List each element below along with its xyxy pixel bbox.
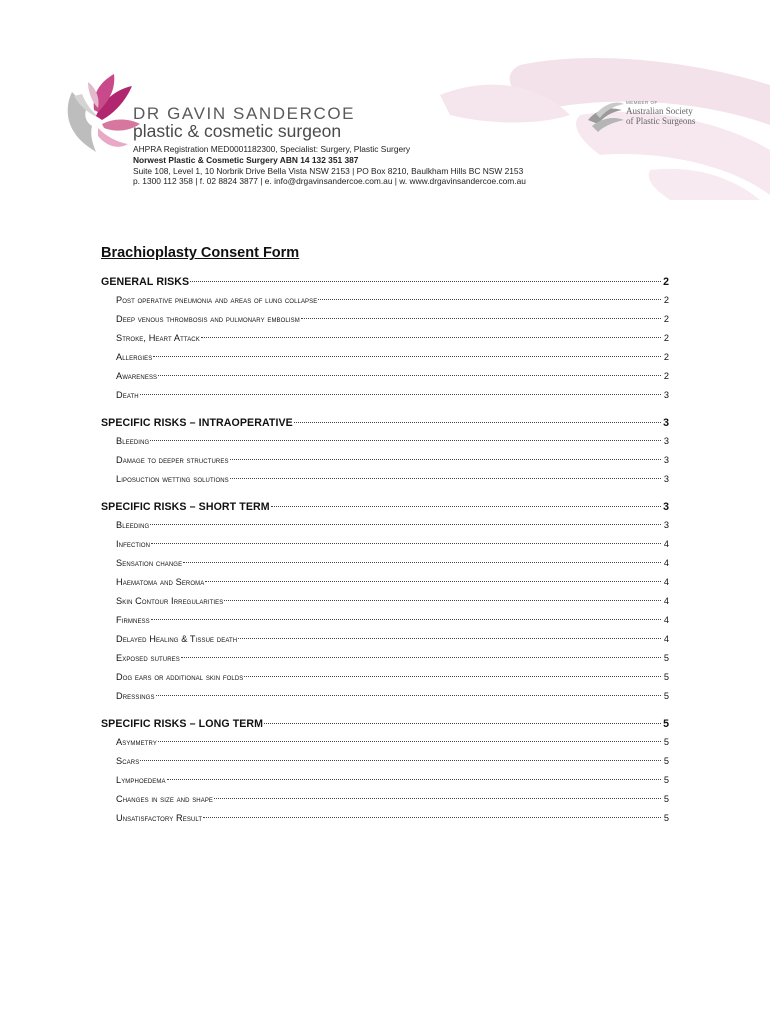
dot-leader xyxy=(301,318,661,319)
page-number: 4 xyxy=(663,596,669,606)
toc-entry[interactable] xyxy=(101,756,669,775)
dot-leader xyxy=(271,506,661,507)
dot-leader xyxy=(294,422,661,423)
dot-leader xyxy=(203,817,661,818)
page-number: 4 xyxy=(663,615,669,625)
page-number: 5 xyxy=(663,653,669,663)
document-title: Brachioplasty Consent Form xyxy=(101,245,300,261)
toc-section xyxy=(101,417,669,493)
member-prefix: MEMBER OF xyxy=(626,100,658,105)
toc-entry[interactable] xyxy=(101,634,669,653)
dot-leader xyxy=(158,375,661,376)
dot-leader xyxy=(181,657,661,658)
page-number: 5 xyxy=(663,813,669,823)
page-number: 2 xyxy=(663,276,669,288)
dot-leader xyxy=(156,695,661,696)
page-number: 3 xyxy=(663,455,669,465)
page-number: 5 xyxy=(663,691,669,701)
dot-leader xyxy=(318,299,661,300)
toc-entry[interactable] xyxy=(101,596,669,615)
toc-entry[interactable] xyxy=(101,691,669,710)
dot-leader xyxy=(151,619,661,620)
toc-section xyxy=(101,501,669,710)
dot-leader xyxy=(190,281,661,282)
dot-leader xyxy=(158,741,661,742)
member-org-line-1: Australian Society xyxy=(626,106,693,116)
page-number: 4 xyxy=(663,539,669,549)
toc-entry[interactable] xyxy=(101,520,669,539)
dot-leader xyxy=(214,798,661,799)
toc-entry[interactable] xyxy=(101,794,669,813)
dot-leader xyxy=(153,356,661,357)
toc-entry-label: Scars xyxy=(116,756,140,766)
toc-entry-label: Exposed sutures xyxy=(116,653,180,663)
toc-entry-label: Sensation change xyxy=(116,558,183,568)
toc-entry[interactable] xyxy=(101,436,669,455)
surgeon-logo-icon xyxy=(62,72,142,157)
contact-line-registration: AHPRA Registration MED0001182300, Specialist: Surgery, Plastic Surgery xyxy=(133,144,411,154)
page-number: 3 xyxy=(663,390,669,400)
page-number: 5 xyxy=(663,756,669,766)
table-of-contents xyxy=(101,276,669,832)
toc-entry-label: Delayed Healing & Tissue death xyxy=(116,634,238,644)
toc-entry-label: Unsatisfactory Result xyxy=(116,813,203,823)
toc-heading[interactable] xyxy=(101,718,669,737)
dot-leader xyxy=(167,779,661,780)
contact-line-address: Suite 108, Level 1, 10 Norbrik Drive Bella Vista NSW 2153 | PO Box 8210, Baulkham Hills BC NSW 2153 xyxy=(133,165,524,176)
toc-entry[interactable] xyxy=(101,295,669,314)
contact-line-phone-email-web: p. 1300 112 358 | f. 02 8824 3877 | e. info@drgavinsandercoe.com.au | w. www.drgavinsandercoe.com.au xyxy=(133,176,526,187)
toc-entry[interactable] xyxy=(101,615,669,634)
logo-subtitle: plastic & cosmetic surgeon xyxy=(133,121,342,141)
toc-heading[interactable] xyxy=(101,276,669,295)
dot-leader xyxy=(201,337,661,338)
page-number: 2 xyxy=(663,314,669,324)
toc-heading-label: SPECIFIC RISKS – LONG TERM xyxy=(101,718,264,730)
dot-leader xyxy=(183,562,661,563)
page-number: 5 xyxy=(663,794,669,804)
page-number: 4 xyxy=(663,634,669,644)
dot-leader xyxy=(140,394,661,395)
page-number: 2 xyxy=(663,371,669,381)
page-number: 3 xyxy=(663,436,669,446)
toc-entry[interactable] xyxy=(101,813,669,832)
toc-heading-label: GENERAL RISKS xyxy=(101,276,190,288)
toc-entry[interactable] xyxy=(101,352,669,371)
toc-entry[interactable] xyxy=(101,737,669,756)
dot-leader xyxy=(230,459,661,460)
member-organisation xyxy=(626,107,695,126)
page-number: 3 xyxy=(663,520,669,530)
toc-entry-label: Bleeding xyxy=(116,436,150,446)
dot-leader xyxy=(150,524,661,525)
toc-entry-label: Awareness xyxy=(116,371,158,381)
toc-entry-label: Dressings xyxy=(116,691,155,701)
toc-entry[interactable] xyxy=(101,672,669,691)
contact-line-practice: Norwest Plastic & Cosmetic Surgery ABN 14 132 351 387 xyxy=(133,154,359,165)
toc-heading[interactable] xyxy=(101,501,669,520)
toc-heading[interactable] xyxy=(101,417,669,436)
toc-entry-label: Firmness xyxy=(116,615,150,625)
toc-entry[interactable] xyxy=(101,333,669,352)
toc-heading-label: SPECIFIC RISKS – INTRAOPERATIVE xyxy=(101,417,293,429)
toc-entry[interactable] xyxy=(101,539,669,558)
toc-entry-label: Bleeding xyxy=(116,520,150,530)
toc-entry-label: Infection xyxy=(116,539,151,549)
toc-entry[interactable] xyxy=(101,775,669,794)
toc-entry-label: Liposuction wetting solutions xyxy=(116,474,229,484)
page-number: 2 xyxy=(663,333,669,343)
toc-entry-label: Damage to deeper structures xyxy=(116,455,229,465)
dot-leader xyxy=(238,638,661,639)
dot-leader xyxy=(264,723,661,724)
contact-details xyxy=(133,144,526,187)
member-org-line-2: of Plastic Surgeons xyxy=(626,115,696,126)
toc-entry-label: Death xyxy=(116,390,139,400)
page-number: 2 xyxy=(663,295,669,305)
page-number: 2 xyxy=(663,352,669,362)
page-number: 3 xyxy=(663,417,669,429)
toc-entry-label: Allergies xyxy=(116,352,153,362)
toc-entry[interactable] xyxy=(101,390,669,409)
toc-heading-label: SPECIFIC RISKS – SHORT TERM xyxy=(101,501,270,513)
toc-entry-label: Skin Contour Irregularities xyxy=(116,596,224,606)
section-gap xyxy=(101,409,669,417)
section-gap xyxy=(101,493,669,501)
toc-entry[interactable] xyxy=(101,653,669,672)
dot-leader xyxy=(230,478,661,479)
dot-leader xyxy=(205,581,661,582)
toc-entry-label: Post operative pneumonia and areas of lung collapse xyxy=(116,295,318,305)
page-number: 5 xyxy=(663,737,669,747)
logo-name: DR GAVIN SANDERCOE xyxy=(133,104,356,123)
toc-entry-label: Haematoma and Seroma xyxy=(116,577,205,587)
section-gap xyxy=(101,710,669,718)
page-number: 3 xyxy=(663,474,669,484)
toc-entry[interactable] xyxy=(101,474,669,493)
page-number: 3 xyxy=(663,501,669,513)
toc-entry-label: Deep venous thrombosis and pulmonary embolism xyxy=(116,314,300,324)
toc-entry[interactable] xyxy=(101,577,669,596)
page-number: 4 xyxy=(663,558,669,568)
dot-leader xyxy=(140,760,661,761)
dot-leader xyxy=(224,600,661,601)
page-number: 5 xyxy=(663,718,669,730)
page-number: 4 xyxy=(663,577,669,587)
toc-entry[interactable] xyxy=(101,558,669,577)
toc-entry-label: Asymmetry xyxy=(116,737,157,747)
dot-leader xyxy=(244,676,661,677)
toc-entry[interactable] xyxy=(101,371,669,390)
page-number: 5 xyxy=(663,672,669,682)
toc-section xyxy=(101,276,669,409)
page-number: 5 xyxy=(663,775,669,785)
toc-entry[interactable] xyxy=(101,314,669,333)
toc-entry-label: Dog ears or additional skin folds xyxy=(116,672,244,682)
toc-entry-label: Lymphoedema xyxy=(116,775,166,785)
toc-entry[interactable] xyxy=(101,455,669,474)
dot-leader xyxy=(150,440,661,441)
toc-entry-label: Stroke, Heart Attack xyxy=(116,333,200,343)
toc-entry-label: Changes in size and shape xyxy=(116,794,214,804)
toc-section xyxy=(101,718,669,832)
dot-leader xyxy=(151,543,661,544)
